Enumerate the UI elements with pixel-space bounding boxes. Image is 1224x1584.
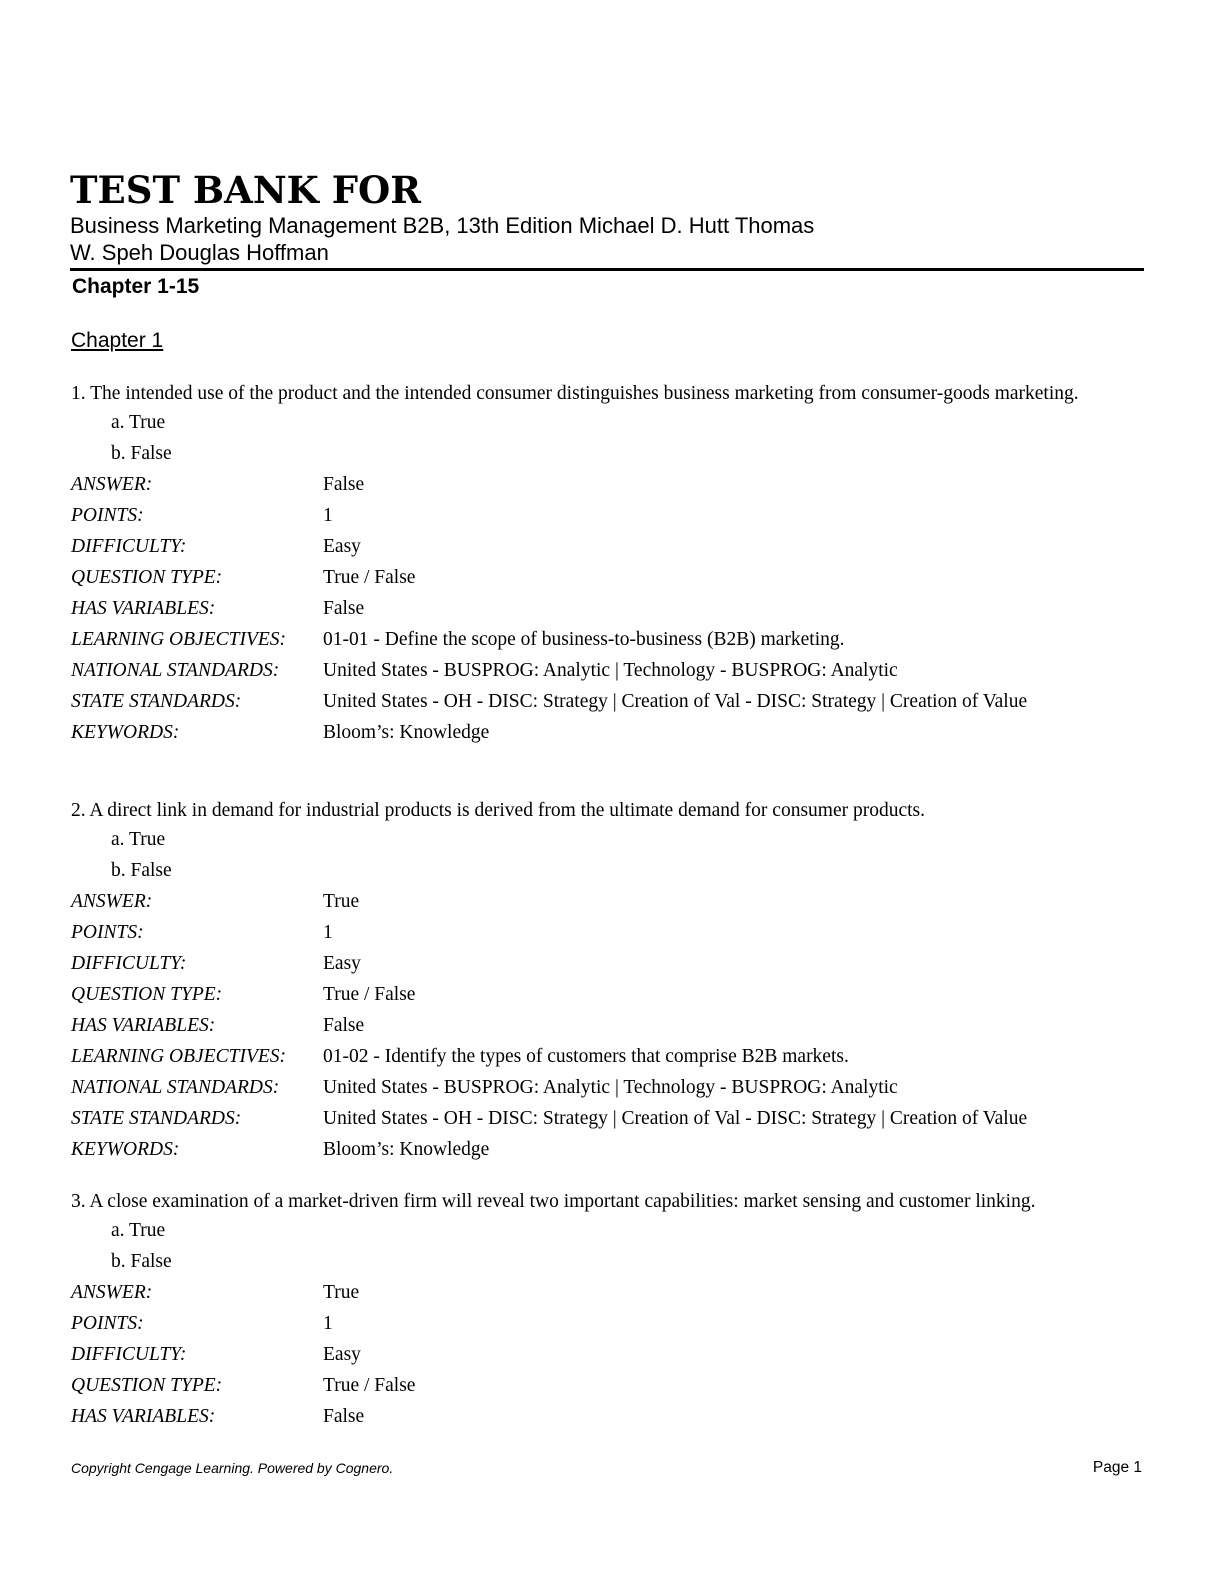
header-divider xyxy=(70,268,1144,271)
question-type-value: True / False xyxy=(323,566,416,588)
learning-objectives-row xyxy=(71,624,1131,655)
question-type-value: True / False xyxy=(323,1374,416,1396)
choice-a: a. True xyxy=(111,829,166,850)
has-variables-row xyxy=(71,593,1131,624)
has-variables-label: HAS VARIABLES: xyxy=(71,1014,216,1036)
state-standards-value: United States - OH - DISC: Strategy | Creation of Val - DISC: Strategy | Creation of Value xyxy=(323,1107,1028,1129)
question-text: 2. A direct link in demand for industrial products is derived from the ultimate demand for consumer products. xyxy=(71,800,926,821)
learning-objectives-value: 01-01 - Define the scope of business-to-business (B2B) marketing. xyxy=(323,628,845,650)
learning-objectives-row xyxy=(71,1041,1131,1072)
question-type-value: True / False xyxy=(323,983,416,1005)
has-variables-label: HAS VARIABLES: xyxy=(71,1405,216,1427)
difficulty-label: DIFFICULTY: xyxy=(71,952,187,974)
has-variables-value: False xyxy=(323,1014,365,1036)
keywords-value: Bloom’s: Knowledge xyxy=(323,1138,490,1160)
document-title: TEST BANK FOR xyxy=(70,168,421,212)
state-standards-row xyxy=(71,1103,1131,1134)
choice-a: a. True xyxy=(111,1220,166,1241)
state-standards-value: United States - OH - DISC: Strategy | Creation of Val - DISC: Strategy | Creation of Value xyxy=(323,690,1028,712)
has-variables-row xyxy=(71,1010,1131,1041)
difficulty-row xyxy=(71,531,1131,562)
points-value: 1 xyxy=(323,1312,333,1334)
keywords-row xyxy=(71,1134,1131,1165)
question-type-label: QUESTION TYPE: xyxy=(71,566,223,588)
national-standards-label: NATIONAL STANDARDS: xyxy=(71,659,280,681)
question-2 xyxy=(71,798,1131,1165)
question-type-label: QUESTION TYPE: xyxy=(71,983,223,1005)
difficulty-value: Easy xyxy=(323,1343,361,1365)
points-row xyxy=(71,1308,1131,1339)
choice-b: b. False xyxy=(111,443,172,464)
subtitle-line-1: Business Marketing Management B2B, 13th Edition Michael D. Hutt Thomas xyxy=(70,213,815,238)
state-standards-label: STATE STANDARDS: xyxy=(71,1107,242,1129)
keywords-label: KEYWORDS: xyxy=(71,1138,180,1160)
keywords-value: Bloom’s: Knowledge xyxy=(323,721,490,743)
state-standards-label: STATE STANDARDS: xyxy=(71,690,242,712)
answer-label: ANSWER: xyxy=(71,473,153,495)
question-1 xyxy=(71,381,1131,748)
points-row xyxy=(71,500,1131,531)
points-value: 1 xyxy=(323,921,333,943)
difficulty-row xyxy=(71,948,1131,979)
question-type-row xyxy=(71,979,1131,1010)
learning-objectives-label: LEARNING OBJECTIVES: xyxy=(71,628,287,650)
has-variables-value: False xyxy=(323,597,365,619)
difficulty-label: DIFFICULTY: xyxy=(71,535,187,557)
national-standards-value: United States - BUSPROG: Analytic | Technology - BUSPROG: Analytic xyxy=(323,1076,898,1098)
answer-row xyxy=(71,1277,1131,1308)
national-standards-row xyxy=(71,655,1131,686)
chapter-heading: Chapter 1 xyxy=(71,329,164,352)
difficulty-value: Easy xyxy=(323,535,361,557)
question-text: 3. A close examination of a market-driven firm will reveal two important capabilities: market sensing and customer linking. xyxy=(71,1191,1036,1212)
has-variables-value: False xyxy=(323,1405,365,1427)
question-type-row xyxy=(71,562,1131,593)
subtitle-line-2: W. Speh Douglas Hoffman xyxy=(70,240,329,265)
answer-value: True xyxy=(323,890,360,912)
answer-row xyxy=(71,886,1131,917)
choice-b: b. False xyxy=(111,860,172,881)
answer-label: ANSWER: xyxy=(71,890,153,912)
choice-b: b. False xyxy=(111,1251,172,1272)
state-standards-row xyxy=(71,686,1131,717)
answer-value: True xyxy=(323,1281,360,1303)
question-type-row xyxy=(71,1370,1131,1401)
difficulty-label: DIFFICULTY: xyxy=(71,1343,187,1365)
choice-a: a. True xyxy=(111,412,166,433)
answer-value: False xyxy=(323,473,365,495)
national-standards-row xyxy=(71,1072,1131,1103)
book-subtitle xyxy=(70,212,950,266)
difficulty-value: Easy xyxy=(323,952,361,974)
footer-copyright: Copyright Cengage Learning. Powered by Cognero. xyxy=(71,1460,394,1476)
has-variables-label: HAS VARIABLES: xyxy=(71,597,216,619)
points-label: POINTS: xyxy=(71,921,144,943)
keywords-label: KEYWORDS: xyxy=(71,721,180,743)
learning-objectives-label: LEARNING OBJECTIVES: xyxy=(71,1045,287,1067)
page-number: Page 1 xyxy=(1092,1459,1142,1476)
points-label: POINTS: xyxy=(71,504,144,526)
has-variables-row xyxy=(71,1401,1131,1432)
points-value: 1 xyxy=(323,504,333,526)
points-row xyxy=(71,917,1131,948)
national-standards-value: United States - BUSPROG: Analytic | Technology - BUSPROG: Analytic xyxy=(323,659,898,681)
points-label: POINTS: xyxy=(71,1312,144,1334)
question-type-label: QUESTION TYPE: xyxy=(71,1374,223,1396)
keywords-row xyxy=(71,717,1131,748)
chapter-range: Chapter 1-15 xyxy=(72,275,200,298)
question-3 xyxy=(71,1189,1131,1432)
learning-objectives-value: 01-02 - Identify the types of customers that comprise B2B markets. xyxy=(323,1045,849,1067)
question-text: 1. The intended use of the product and the intended consumer distinguishes business marketing from consumer-goods marketing. xyxy=(71,383,1079,404)
answer-label: ANSWER: xyxy=(71,1281,153,1303)
difficulty-row xyxy=(71,1339,1131,1370)
answer-row xyxy=(71,469,1131,500)
national-standards-label: NATIONAL STANDARDS: xyxy=(71,1076,280,1098)
